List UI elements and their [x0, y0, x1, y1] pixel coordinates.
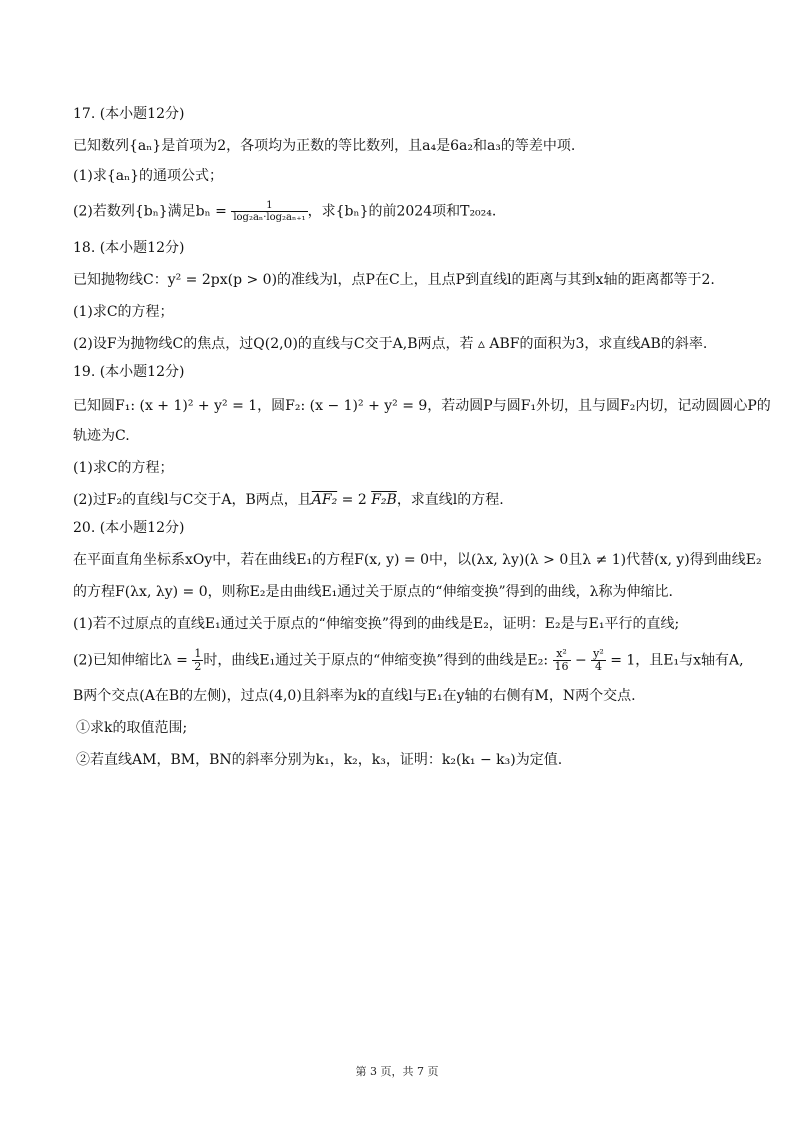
q19-stem-line1: 已知圆F₁: (x + 1)² + y² = 1，圆F₂: (x − 1)² + y² = 9，若动圆P与圆F₁外切，且与圆F₂内切，记动圆圆心P的	[73, 398, 771, 414]
q20-part1: (1)若不过原点的直线E₁通过关于原点的“伸缩变换”得到的曲线是E₂，证明：E₂是与E₁平行的直线;	[73, 616, 680, 632]
q20-lambda-denominator: 2	[194, 660, 202, 673]
q20-x-numerator: x²	[553, 648, 571, 661]
q20-header: 20. (本小题12分)	[73, 520, 185, 536]
q20-x-denominator: 16	[554, 660, 569, 673]
q20-x-fraction	[553, 648, 571, 673]
q20-part2-line2: B两个交点(A在B的左侧)，过点(4,0)且斜率为k的直线l与E₁在y轴的右侧有M，N两个交点.	[73, 688, 636, 704]
q19-vector-af2: AF₂	[311, 492, 338, 508]
q19-vector-f2b: F₂B	[371, 492, 397, 508]
q20-stem-line2: 的方程F(λx, λy) = 0，则称E₂是由曲线E₁通过关于原点的“伸缩变换”得到的曲线，λ称为伸缩比.	[73, 584, 673, 600]
q17-part2-tail: ，求{bₙ}的前2024项和T₂₀₂₄.	[307, 203, 497, 220]
q17-header: 17. (本小题12分)	[73, 106, 185, 122]
q17-part1: (1)求{aₙ}的通项公式；	[73, 168, 224, 184]
q18-header: 18. (本小题12分)	[73, 240, 185, 256]
q20-part2-mid: 时，曲线E₁通过关于原点的“伸缩变换”得到的曲线是E₂:	[203, 652, 553, 669]
q20-y-numerator: y²	[593, 647, 604, 660]
q20-stem-line1: 在平面直角坐标系xOy中，若在曲线E₁的方程F(x, y) = 0中，以(λx, λy)(λ > 0且λ ≠ 1)代替(x, y)得到曲线E₂	[73, 552, 762, 568]
q20-minus-sign: −	[570, 652, 592, 669]
q19-part2-tail: ，求直线l的方程.	[396, 492, 504, 508]
page-footer: 第 3 页，共 7 页	[355, 1065, 439, 1078]
q20-part2-end: = 1，且E₁与x轴有A,	[605, 652, 744, 669]
q19-header: 19. (本小题12分)	[73, 364, 185, 380]
q19-part2-equals: = 2	[337, 492, 372, 508]
q17-part2	[73, 200, 496, 223]
q20-lambda-fraction	[192, 648, 203, 673]
q17-stem: 已知数列{aₙ}是首项为2，各项均为正数的等比数列，且a₄是6a₂和a₃的等差中项.	[73, 138, 576, 154]
q17-part2-lead: (2)若数列{bₙ}满足bₙ =	[73, 203, 232, 220]
q19-part1: (1)求C的方程；	[73, 460, 174, 476]
q20-subpart2: ②若直线AM，BM，BN的斜率分别为k₁，k₂，k₃，证明：k₂(k₁ − k₃)为定值.	[76, 752, 563, 768]
q20-part2-line1	[73, 648, 744, 673]
q19-part2-lead: (2)过F₂的直线l与C交于A，B两点，且	[73, 492, 312, 508]
q18-part1: (1)求C的方程；	[73, 304, 174, 320]
q18-stem: 已知抛物线C：y² = 2px(p > 0)的准线为l，点P在C上，且点P到直线l的距离与其到x轴的距离都等于2.	[73, 272, 715, 288]
q20-subpart1: ①求k的取值范围;	[76, 720, 188, 736]
q20-part2-lead: (2)已知伸缩比λ =	[73, 652, 193, 669]
q17-bn-fraction	[231, 200, 307, 223]
q20-y-denominator: 4	[594, 660, 602, 673]
q18-part2: (2)设F为抛物线C的焦点，过Q(2,0)的直线与C交于A,B两点，若 ▵ ABF的面积为3，求直线AB的斜率.	[73, 336, 708, 352]
q17-frac-numerator: 1	[231, 200, 307, 212]
q19-part2	[73, 490, 504, 510]
q20-lambda-numerator: 1	[194, 647, 202, 660]
q19-stem-line2: 轨迹为C.	[73, 428, 130, 444]
q17-frac-denominator: log₂aₙ·log₂aₙ₊₁	[233, 212, 306, 223]
q20-y-fraction	[591, 648, 606, 673]
